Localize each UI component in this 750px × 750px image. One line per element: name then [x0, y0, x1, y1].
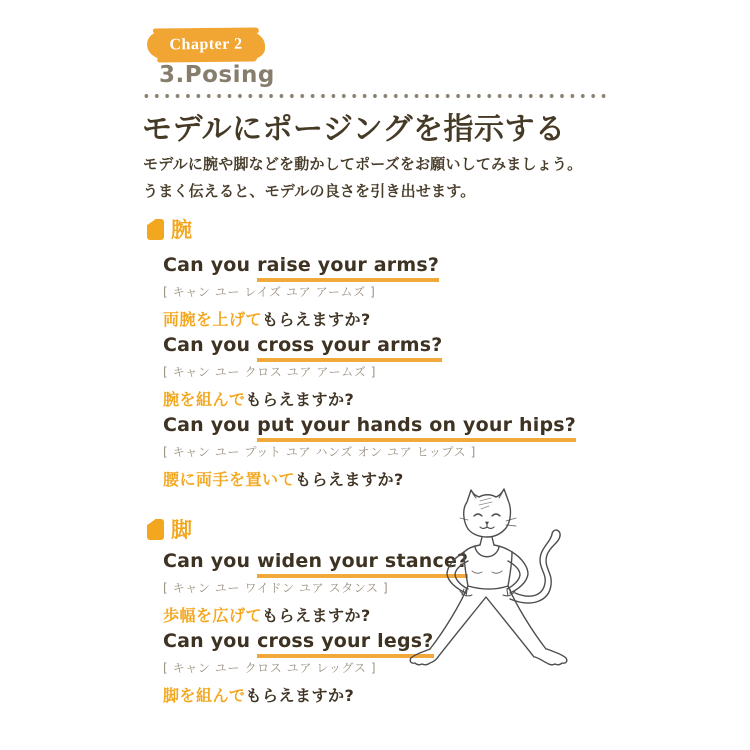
english-phrase	[163, 630, 434, 652]
japanese-highlight: 両腕を上げて	[163, 310, 263, 329]
chapter-badge	[147, 30, 265, 59]
japanese-rest: もらえますか?	[295, 470, 404, 489]
japanese-translation	[163, 307, 439, 330]
subtitle-line-1: モデルに腕や脚などを動かしてポーズをお願いしてみましょう。	[143, 155, 583, 173]
japanese-rest: もらえますか?	[245, 390, 355, 409]
english-prefix: Can you	[163, 550, 258, 572]
section-label: 腕	[171, 218, 192, 242]
tag-icon	[147, 219, 164, 240]
english-underlined: raise your arms?	[257, 254, 439, 282]
english-prefix: Can you	[163, 414, 258, 436]
section-label: 脚	[171, 518, 192, 542]
chapter-badge-label: Chapter 2	[169, 35, 243, 54]
english-phrase	[163, 414, 576, 436]
page-title: モデルにポージングを指示する	[142, 112, 566, 147]
japanese-rest: もらえますか?	[262, 606, 371, 625]
pronunciation: [ キャン ユー クロス ユア レッグス ]	[163, 661, 377, 675]
phrase-block	[163, 254, 439, 330]
pronunciation: [ キャン ユー クロス ユア アームズ ]	[163, 365, 377, 379]
phrase-block	[163, 414, 576, 490]
page-subtitle	[143, 151, 582, 205]
japanese-highlight: 歩幅を広げて	[163, 606, 263, 625]
english-underlined: cross your legs?	[257, 630, 433, 658]
section-header-legs	[147, 514, 192, 544]
english-phrase	[163, 334, 442, 356]
dotted-divider	[143, 92, 610, 100]
section-number: 3.Posing	[159, 62, 275, 88]
english-prefix: Can you	[163, 254, 258, 276]
japanese-rest: もらえますか?	[262, 310, 371, 329]
japanese-translation	[163, 683, 434, 706]
japanese-rest: もらえますか?	[245, 686, 355, 705]
section-header-arms	[147, 214, 192, 244]
pronunciation: [ キャン ユー ワイドン ユア スタンス ]	[163, 581, 389, 595]
japanese-translation	[163, 387, 442, 410]
japanese-highlight: 腰に両手を置いて	[163, 470, 296, 489]
english-underlined: cross your arms?	[257, 334, 442, 362]
english-prefix: Can you	[163, 630, 258, 652]
english-underlined: widen your stance?	[257, 550, 468, 578]
phrase-block	[163, 334, 442, 410]
cat-illustration	[402, 483, 620, 698]
japanese-highlight: 腕を組んで	[163, 390, 246, 409]
tag-icon	[147, 519, 164, 540]
pronunciation: [ キャン ユー プット ユア ハンズ オン ユア ヒップス ]	[163, 445, 476, 459]
subtitle-line-2: うまく伝えると、モデルの良さを引き出せます。	[143, 182, 476, 200]
english-underlined: put your hands on your hips?	[257, 414, 576, 442]
pronunciation: [ キャン ユー レイズ ユア アームズ ]	[163, 285, 376, 299]
english-prefix: Can you	[163, 334, 258, 356]
japanese-highlight: 脚を組んで	[163, 686, 246, 705]
english-phrase	[163, 254, 439, 276]
phrase-block	[163, 630, 434, 706]
